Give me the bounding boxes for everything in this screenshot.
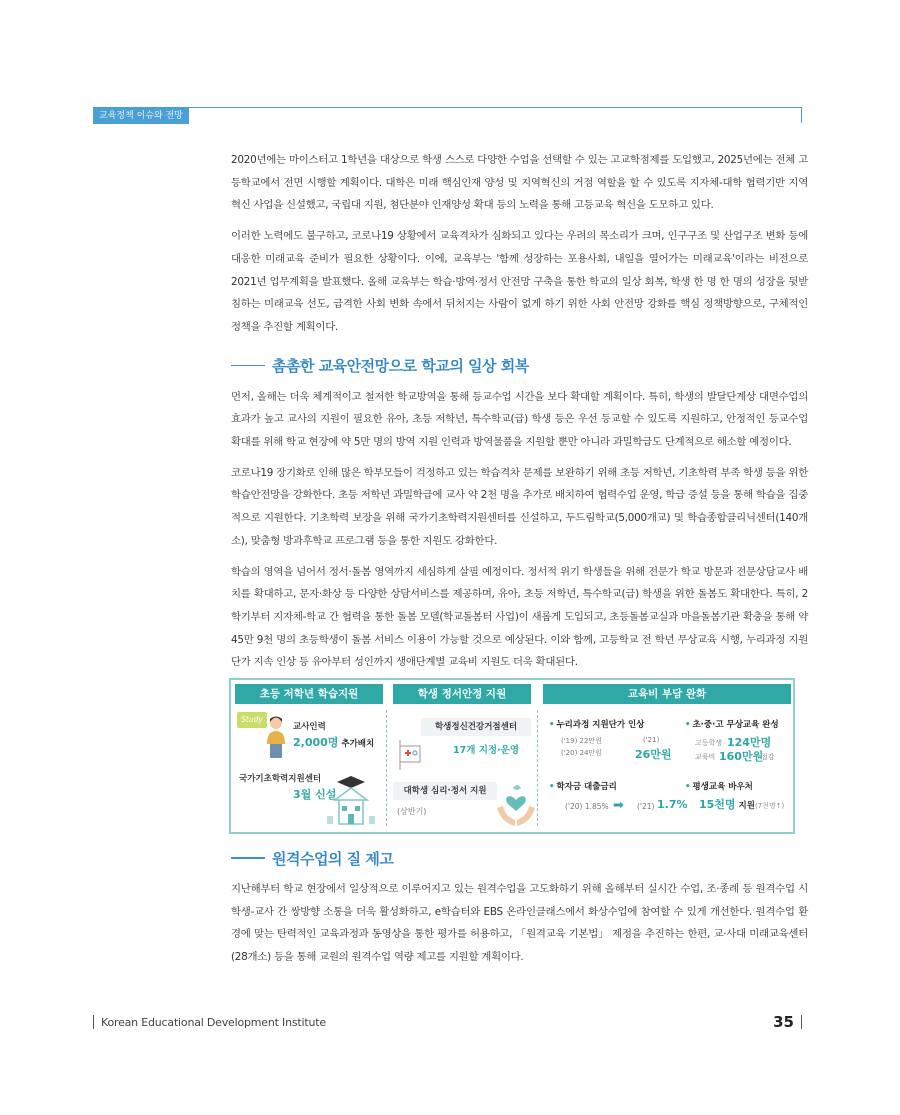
nuri-2021-label: ('21) [643, 736, 660, 745]
section-heading-2 [231, 846, 808, 870]
free-edu-cost-label: 교육비 [695, 753, 716, 762]
heading-dash [231, 857, 265, 859]
infographic-panel [229, 678, 795, 834]
free-edu-cost-value: 160만원 [719, 750, 764, 764]
article-body [231, 149, 808, 977]
teacher-label: 교사인력 [293, 722, 326, 733]
header-rule [93, 107, 802, 108]
voucher-value: 15천명 [699, 798, 736, 812]
footer-rule [93, 1015, 94, 1029]
study-sign-icon: Study [237, 712, 267, 728]
loan-rate-2021-label: ('21) [637, 802, 655, 812]
teacher-suffix: 추가배치 [338, 739, 375, 750]
footer-tick [801, 1015, 802, 1029]
center-value: 3월 신설 [293, 788, 337, 802]
intro-paragraph-2: 이러한 노력에도 불구하고, 코로나19 상황에서 교육격차가 심화되고 있다는 우려의 목소리가 크며, 인구구조 및 산업구조 변화 등에 대응한 미래교육 준비가 필요한 상황이다. 이에, 교육부는 '함께 성장하는 포용사회, 내일을 열어가는 미래교육'이라는 비전으로 2021년 업무계획을 발표했다. 올해 교육부는 학습·방역·정서 안전망 구축을 통한 학교의 일상 회복, 학생 한 명 한 명의 성장을 뒷받침하는 미래교육 선도, 급격한 사회 변화 속에서 뒤처지는 사람이 없게 하기 위한 사회 안전망 강화를 핵심 정책방향으로, 구체적인 정책을 추진할 계획이다. [231, 230, 808, 333]
section1-paragraph-3: 학습의 영역을 넘어서 정서·돌봄 영역까지 세심하게 살필 예정이다. 정서적 위기 학생들을 위해 전문가 학교 방문과 전문상담교사 배치를 확대하고, 문자·화상 등 다양한 상담서비스를 제공하며, 유아, 초등 저학년, 특수학교(급) 학생을 위한 돌봄도 확대한다. 특히, 2학기부터 지자체-학교 간 협력을 통한 돌봄 모델(학교돌봄터 사업)이 새롭게 도입되고, 초등돌봄교실과 마을돌봄기관 확충을 통해 약 45만 9천 명의 초등학생이 돌봄 서비스 이용이 가능할 것으로 예상된다. 이와 함께, 고등학교 전 학년 무상교육 시행, 누리과정 지원단가 지속 인상 등 유아부터 성인까지 생애단계별 교육비 지원도 더욱 확대된다. [231, 565, 808, 669]
voucher-suffix: 지원 [735, 801, 755, 812]
mental-health-center-box: 학생정신건강거점센터 [421, 718, 531, 736]
page-number: 35 [773, 1013, 794, 1031]
center-label: 국가기초학력지원센터 [239, 774, 322, 785]
bullet-nuri-subsidy: • 누리과정 지원단가 인상 [549, 718, 644, 730]
bullet-student-loan-rate: • 학자금 대출금리 [549, 780, 617, 792]
footer-institute: Korean Educational Development Institute [101, 1016, 326, 1029]
section1-paragraph-1: 먼저, 올해는 더욱 체계적이고 철저한 학교방역을 통해 등교수업 시간을 보다 확대할 계획이다. 특히, 학생의 발달단계상 대면수업의 효과가 높고 교사의 지원이 필요한 유아, 초등 저학년, 특수학교(급) 학생 등은 우선 등교할 수 있도록 지원하고, 안정적인 등교수업 확대를 위해 학교 현장에 약 5만 명의 방역 지원 인력과 방역물품을 지원할 뿐만 아니라 과밀학급도 단계적으로 해소할 예정이다. [231, 390, 808, 449]
school-icon [325, 772, 377, 830]
teacher-stat [293, 734, 374, 750]
section-title-1: 촘촘한 교육안전망으로 학교의 일상 회복 [272, 357, 529, 376]
section-heading-1 [231, 354, 808, 378]
heading-dash [231, 365, 265, 367]
free-edu-students-value: 124만명 [727, 736, 772, 750]
mental-health-center-value: 17개 지정·운영 [453, 745, 520, 757]
hospital-icon [397, 738, 423, 772]
section-title-2: 원격수업의 질 제고 [272, 849, 394, 868]
section1-paragraph-2: 코로나19 장기화로 인해 많은 학부모들이 걱정하고 있는 학습격차 문제를 보완하기 위해 초등 저학년, 기초학력 부족 학생 등을 위한 학습안전망을 강화한다. 초등 저학년 과밀학급에 교사 약 2천 명을 추가로 배치하여 협력수업 운영, 학급 증설 등을 통해 학습을 집중적으로 지원한다. 기초학력 보장을 위해 국가기초학력지원센터를 신설하고, 두드림학교(5,000개교) 및 학습종합클리닉센터(140개소), 맞춤형 방과후학교 프로그램 등을 통한 지원도 강화한다. [231, 466, 808, 547]
voucher-note: (7천명↑) [754, 802, 785, 811]
free-edu-cost-suffix: 절감 [761, 753, 775, 762]
teacher-icon [261, 714, 291, 762]
teacher-value: 2,000명 [293, 736, 339, 750]
section2-paragraph-1: 지난해부터 학교 현장에서 일상적으로 이루어지고 있는 원격수업을 고도화하기 위해 올해부터 실시간 수업, 조·종례 등 원격수업 시 학생-교사 간 쌍방향 소통을 더욱 활성화하고, e학습터와 EBS 온라인클래스에서 화상수업에 참여할 수 있게 개선한다. 원격수업 환경에 맞는 탄력적인 교육과정과 동영상을 통한 평가를 허용하고, 「원격교육 기본법」 제정을 추진하는 한편, 교·사대 미래교육센터(28개소) 등을 통해 교원의 원격수업 역량 제고를 지원할 계획이다. [231, 883, 808, 964]
nuri-2021-value: 26만원 [635, 748, 672, 762]
col3-header: 교육비 부담 완화 [543, 684, 791, 704]
header-section-tag: 교육정책 이슈와 전망 [93, 108, 189, 124]
free-edu-students-label: 고등학생 [695, 739, 723, 748]
univ-psych-support-period: (상반기) [397, 807, 427, 817]
bullet-free-education: • 초·중·고 무상교육 완성 [685, 718, 779, 730]
intro-paragraph-1: 2020년에는 마이스터고 1학년을 대상으로 학생 스스로 다양한 수업을 선택할 수 있는 고교학점제를 도입했고, 2025년에는 전체 고등학교에서 전면 시행할 계획이다. 대학은 미래 핵심인재 양성 및 지역혁신의 거점 역할을 할 수 있도록 지자체-대학 협력기반 지역혁신 사업을 신설했고, 국립대 지원, 첨단분야 인재양성 확대 등의 노력을 통해 고등교육 혁신을 도모하고 있다. [231, 154, 808, 212]
heart-hands-icon [495, 778, 537, 830]
arrow-right-icon: ➡ [613, 798, 624, 814]
col2-header: 학생 정서안정 지원 [393, 684, 531, 704]
nuri-2019: ('19) 22만원 [561, 737, 602, 746]
univ-psych-support-box: 대학생 심리·정서 지원 [393, 782, 497, 800]
nuri-2020: ('20) 24만원 [561, 749, 602, 758]
col1-header: 초등 저학년 학습지원 [235, 684, 383, 704]
bullet-lifelong-voucher: • 평생교육 바우처 [685, 780, 753, 792]
voucher-stat [699, 796, 784, 812]
loan-rate-2021-value: 1.7% [657, 798, 688, 812]
loan-rate-2020: ('20) 1.85% [565, 802, 609, 812]
column-divider [537, 710, 538, 826]
column-divider [386, 710, 387, 826]
header-tick [801, 107, 802, 123]
